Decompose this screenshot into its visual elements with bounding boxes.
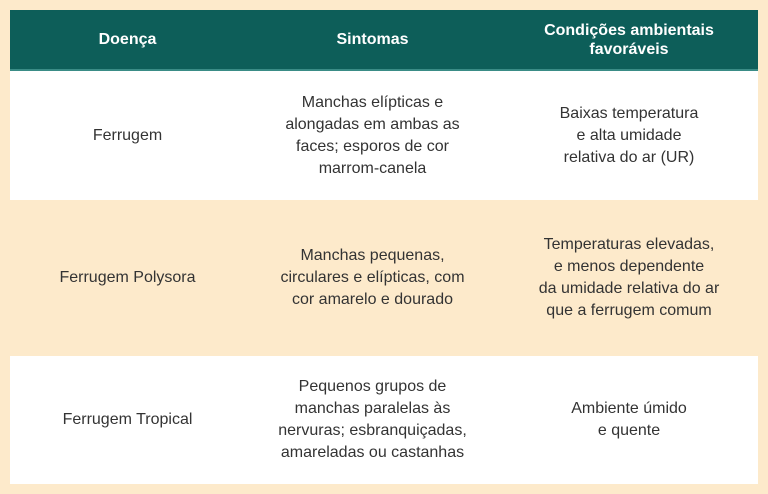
table-row — [10, 356, 758, 484]
table-row — [10, 200, 758, 356]
table-row — [10, 71, 758, 200]
table-header — [10, 10, 758, 71]
cell-conditions: Ambiente úmido e quente — [571, 400, 687, 439]
header-sintomas: Sintomas — [336, 31, 409, 48]
cell-disease: Ferrugem — [92, 126, 163, 144]
cell-symptoms: Manchas pequenas, circulares e elípticas, com cor amarelo e dourado — [280, 247, 465, 308]
cell-symptoms: Manchas elípticas e alongadas em ambas as faces; esporos de cor marrom-canela — [285, 93, 460, 177]
cell-symptoms: Pequenos grupos de manchas paralelas às nervuras; esbranquiçadas, amareladas ou castanhas — [278, 378, 467, 461]
cell-conditions: Baixas temperatura e alta umidade relativa do ar (UR) — [559, 104, 699, 166]
cell-conditions: Temperaturas elevadas, e menos dependente da umidade relativa do ar que a ferrugem comum — [538, 236, 720, 319]
cell-disease: Ferrugem Polysora — [59, 269, 196, 286]
disease-table — [10, 10, 758, 484]
cell-disease: Ferrugem Tropical — [62, 411, 193, 428]
header-condicoes: Condições ambientais favoráveis — [544, 21, 714, 58]
header-doenca: Doença — [98, 31, 157, 48]
